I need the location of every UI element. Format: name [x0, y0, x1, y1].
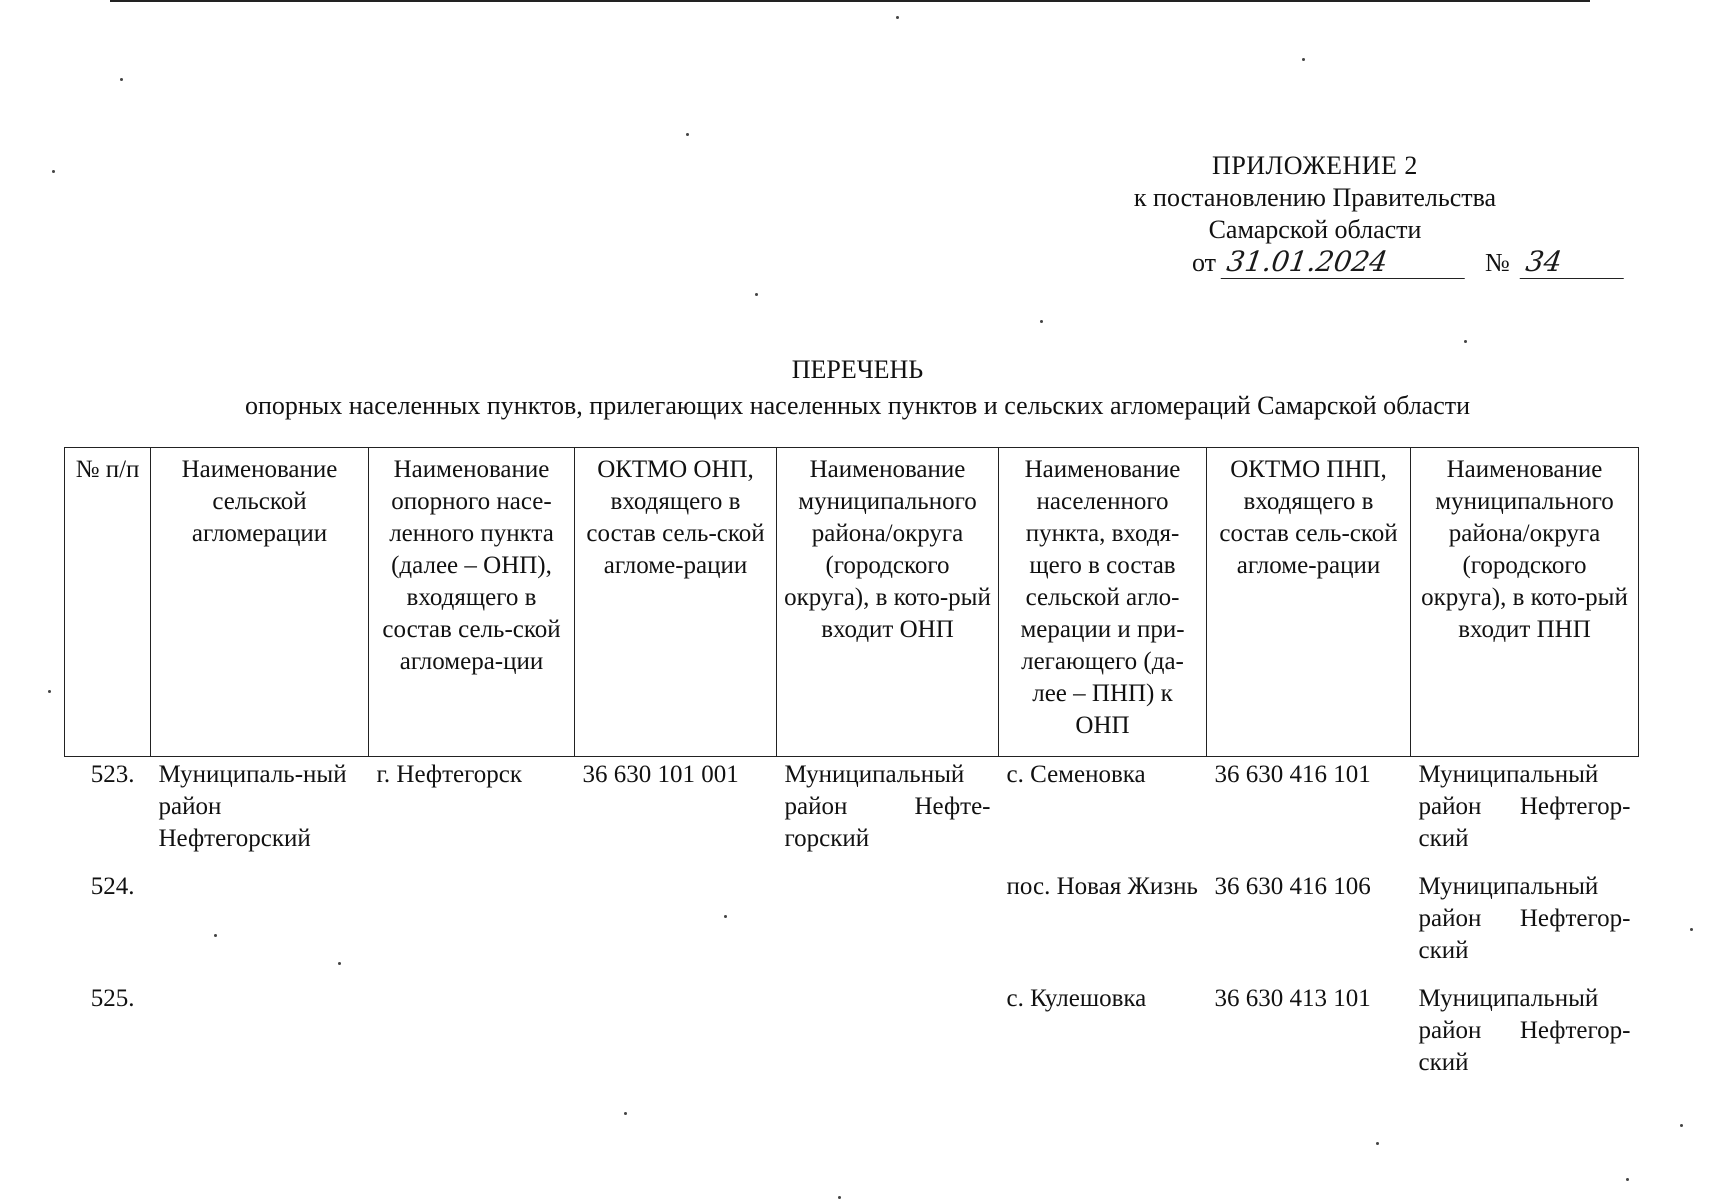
cell-pnp: с. Семеновка	[1006, 761, 1146, 788]
scan-speck	[48, 690, 51, 693]
cell-onp-district	[777, 869, 999, 981]
page-top-edge	[110, 0, 1590, 2]
cell-agglomeration	[151, 869, 369, 981]
cell-number: 524.	[90, 873, 135, 900]
scan-speck	[624, 1112, 627, 1115]
cell-pnp-district: Муниципальный район Нефтегор-ский	[1418, 873, 1631, 964]
header-agglomeration: Наименование сельской агломерации	[151, 448, 369, 757]
cell-pnp-oktmo: 36 630 416 101	[1214, 761, 1371, 788]
cell-onp-oktmo	[575, 981, 777, 1093]
cell-agglomeration: Муниципаль-ный район Нефтегорский	[158, 761, 347, 852]
table-row	[65, 869, 1639, 981]
document-title: ПЕРЕЧЕНЬ	[791, 355, 924, 384]
cell-onp-oktmo	[575, 869, 777, 981]
appendix-region: Самарской области	[1208, 215, 1422, 244]
resolution-date-line	[1192, 246, 1626, 279]
scan-speck	[686, 133, 689, 136]
document-subtitle: опорных населенных пунктов, прилегающих населенных пунктов и сельских агломераций Самарской области	[244, 391, 1471, 420]
scan-speck	[896, 16, 899, 19]
scan-speck	[1464, 340, 1467, 343]
header-onp: Наименование опорного насе-ленного пункта (далее – ОНП), входящего в состав сель-ской агломера-ции	[369, 448, 575, 757]
scan-speck	[52, 170, 55, 173]
appendix-reference: к постановлению Правительства	[1133, 183, 1497, 212]
appendix-block	[1105, 150, 1525, 246]
scan-speck	[1302, 58, 1305, 61]
scan-speck	[1040, 320, 1043, 323]
cell-pnp-oktmo: 36 630 416 106	[1214, 873, 1371, 900]
header-pnp-district: Наименование муниципального района/округа (городского округа), в кото-рый входит ПНП	[1411, 448, 1639, 757]
scan-speck	[214, 934, 217, 937]
table-row	[65, 757, 1639, 870]
header-onp-oktmo: ОКТМО ОНП, входящего в состав сель-ской агломе-рации	[575, 448, 777, 757]
number-label: №	[1485, 248, 1510, 277]
settlements-table	[64, 447, 1639, 1093]
cell-pnp: с. Кулешовка	[1006, 985, 1147, 1012]
from-label: от	[1192, 248, 1217, 277]
cell-pnp-district: Муниципальный район Нефтегор-ский	[1418, 761, 1631, 852]
cell-onp	[369, 869, 575, 981]
scan-speck	[1376, 1142, 1379, 1145]
handwritten-date: 31.01.2024	[1220, 246, 1469, 279]
scan-speck	[755, 293, 758, 296]
cell-number: 523.	[90, 761, 135, 788]
scan-speck	[1680, 1124, 1683, 1127]
scan-speck	[120, 78, 123, 81]
scan-speck	[838, 1196, 841, 1199]
handwritten-number: 34	[1520, 246, 1629, 279]
scan-speck	[1626, 1178, 1629, 1181]
cell-pnp: пос. Новая Жизнь	[1006, 873, 1198, 900]
cell-onp: г. Нефтегорск	[376, 761, 522, 788]
appendix-title: ПРИЛОЖЕНИЕ 2	[1212, 151, 1418, 180]
cell-onp-oktmo: 36 630 101 001	[582, 761, 739, 788]
cell-agglomeration	[151, 981, 369, 1093]
scan-speck	[1690, 928, 1693, 931]
cell-number: 525.	[90, 985, 135, 1012]
table-row	[65, 981, 1639, 1093]
header-number: № п/п	[65, 448, 151, 757]
cell-onp-district: Муниципальный район Нефте-горский	[784, 761, 991, 852]
cell-pnp-oktmo: 36 630 413 101	[1214, 985, 1371, 1012]
scan-speck	[338, 962, 341, 965]
cell-pnp-district: Муниципальный район Нефтегор-ский	[1418, 985, 1631, 1076]
header-pnp: Наименование населенного пункта, входя-щего в состав сельской агло-мерации и при-легающего (да-лее – ПНП) к ОНП	[999, 448, 1207, 757]
header-onp-district: Наименование муниципального района/округа (городского округа), в кото-рый входит ОНП	[777, 448, 999, 757]
scan-speck	[724, 915, 727, 918]
table-header-row	[65, 448, 1639, 757]
cell-onp	[369, 981, 575, 1093]
header-pnp-oktmo: ОКТМО ПНП, входящего в состав сель-ской агломе-рации	[1207, 448, 1411, 757]
cell-onp-district	[777, 981, 999, 1093]
